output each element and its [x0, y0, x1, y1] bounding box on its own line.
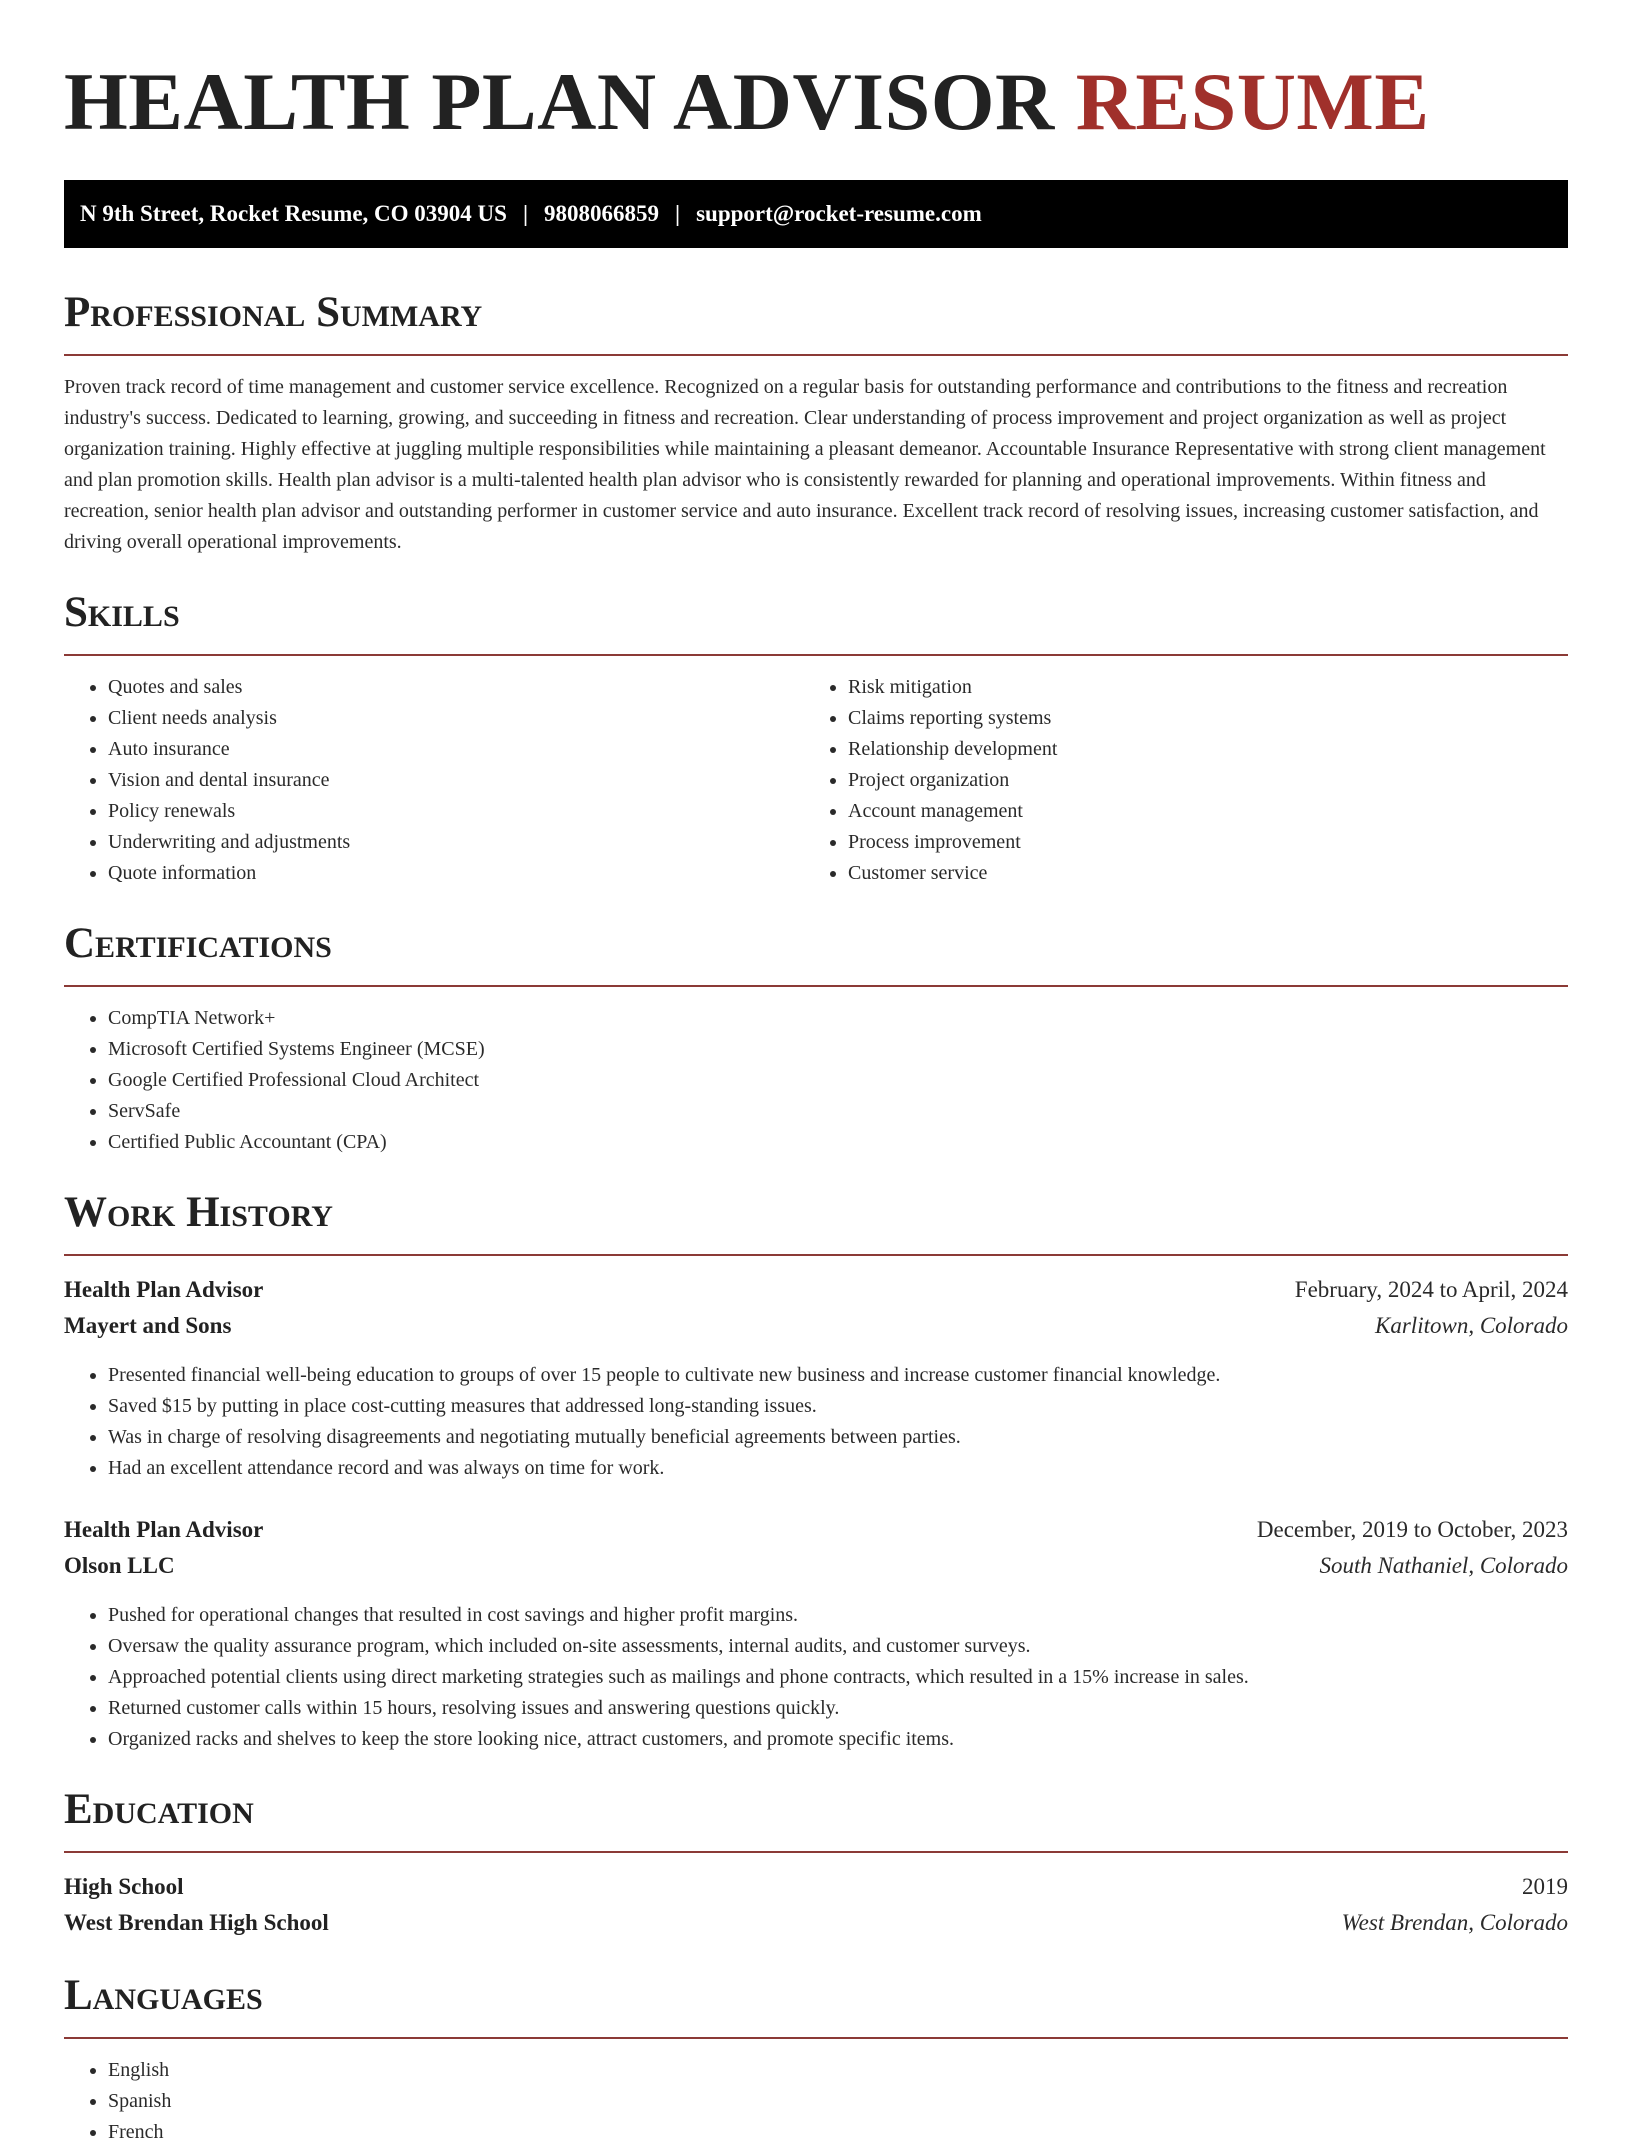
job-bullet: • Saved $15 by putting in place cost-cutting measures that addressed long-standing issues. [108, 1391, 1568, 1422]
contact-separator: | [675, 201, 681, 226]
work-history-section [64, 1186, 1568, 1755]
section-divider [64, 1851, 1568, 1853]
section-divider [64, 985, 1568, 987]
certifications-list [64, 1003, 1568, 1158]
skill-item: • Claims reporting systems [848, 703, 1544, 734]
certifications-heading: Certifications [64, 920, 332, 967]
skills-heading: Skills [64, 589, 180, 636]
job-bullet: • Pushed for operational changes that resulted in cost savings and higher profit margins. [108, 1600, 1568, 1631]
job-header-row [64, 1512, 1568, 1548]
languages-heading: Languages [64, 1972, 263, 2019]
summary-section [64, 286, 1568, 558]
languages-list [64, 2055, 1568, 2148]
skill-item: • Quote information [108, 858, 804, 889]
job-header-row [64, 1272, 1568, 1308]
education-location: West Brendan, Colorado [1341, 1910, 1568, 1935]
education-header-row [64, 1869, 1568, 1905]
work-history-heading: Work History [64, 1189, 333, 1236]
language-item: • Spanish [108, 2086, 1568, 2117]
certification-item: • ServSafe [108, 1096, 1568, 1127]
job-company-row [64, 1548, 1568, 1584]
job-bullets [64, 1360, 1568, 1484]
skill-item: • Risk mitigation [848, 672, 1544, 703]
job-bullet: • Presented financial well-being education to groups of over 15 people to cultivate new business and increase customer financial knowledge. [108, 1360, 1568, 1391]
education-heading: Education [64, 1786, 254, 1833]
skill-item: • Auto insurance [108, 734, 804, 765]
job-bullet: • Oversaw the quality assurance program, which included on-site assessments, internal audits, and customer surveys. [108, 1631, 1568, 1662]
title-main: HEALTH PLAN ADVISOR [64, 56, 1055, 147]
skill-item: • Underwriting and adjustments [108, 827, 804, 858]
skill-item: • Relationship development [848, 734, 1544, 765]
job-location: Karlitown, Colorado [1375, 1313, 1568, 1338]
job-entry [64, 1512, 1568, 1755]
skill-item: • Process improvement [848, 827, 1544, 858]
section-divider [64, 2037, 1568, 2039]
job-entry [64, 1272, 1568, 1484]
certification-item: • Google Certified Professional Cloud Architect [108, 1065, 1568, 1096]
contact-separator: | [522, 201, 529, 226]
language-item: • French [108, 2117, 1568, 2148]
skills-list-right [804, 672, 1544, 889]
job-bullet: • Returned customer calls within 15 hours, resolving issues and answering questions quickly. [108, 1693, 1568, 1724]
job-bullet: • Approached potential clients using direct marketing strategies such as mailings and phone contracts, which resulted in a 15% increase in sales. [108, 1662, 1568, 1693]
certification-item: • Certified Public Accountant (CPA) [108, 1127, 1568, 1158]
job-bullet: • Organized racks and shelves to keep the store looking nice, attract customers, and promote specific items. [108, 1724, 1568, 1755]
job-title: Health Plan Advisor [64, 1277, 264, 1302]
education-year: 2019 [1522, 1874, 1568, 1899]
education-school-row [64, 1905, 1568, 1941]
contact-phone: 9808066859 [544, 201, 660, 226]
skill-item: • Policy renewals [108, 796, 804, 827]
certification-item: • CompTIA Network+ [108, 1003, 1568, 1034]
education-section [64, 1783, 1568, 1941]
job-dates: February, 2024 to April, 2024 [1294, 1277, 1568, 1302]
contact-email: support@rocket-resume.com [696, 201, 982, 226]
skills-section [64, 586, 1568, 889]
certifications-section [64, 917, 1568, 1158]
skill-item: • Vision and dental insurance [108, 765, 804, 796]
skills-list-left [64, 672, 804, 889]
language-item: • English [108, 2055, 1568, 2086]
job-location: South Nathaniel, Colorado [1319, 1553, 1568, 1578]
contact-address: N 9th Street, Rocket Resume, CO 03904 US [80, 201, 507, 226]
skill-item: • Account management [848, 796, 1544, 827]
skill-item: • Quotes and sales [108, 672, 804, 703]
skill-item: • Customer service [848, 858, 1544, 889]
languages-section [64, 1969, 1568, 2148]
job-dates: December, 2019 to October, 2023 [1256, 1517, 1568, 1542]
contact-bar [64, 180, 1568, 248]
title-accent: RESUME [1075, 56, 1430, 147]
job-bullet: • Was in charge of resolving disagreements and negotiating mutually beneficial agreements between parties. [108, 1422, 1568, 1453]
section-divider [64, 1254, 1568, 1256]
skill-item: • Client needs analysis [108, 703, 804, 734]
job-bullets [64, 1600, 1568, 1755]
job-company: Mayert and Sons [64, 1313, 232, 1338]
job-company: Olson LLC [64, 1553, 175, 1578]
section-divider [64, 354, 1568, 356]
skill-item: • Project organization [848, 765, 1544, 796]
certification-item: • Microsoft Certified Systems Engineer (MCSE) [108, 1034, 1568, 1065]
resume-title [64, 0, 1568, 152]
education-entry [64, 1869, 1568, 1941]
education-degree: High School [64, 1874, 184, 1899]
skills-grid [64, 656, 1568, 889]
summary-heading: Professional Summary [64, 289, 483, 336]
job-bullet: • Had an excellent attendance record and was always on time for work. [108, 1453, 1568, 1484]
job-title: Health Plan Advisor [64, 1517, 264, 1542]
education-school: West Brendan High School [64, 1910, 329, 1935]
summary-text: Proven track record of time management and customer service excellence. Recognized on a regular basis for outstanding performance and contributions to the fitness and recreation industry's success. Dedicated to learning, growing, and succeeding in fitness and recreation. Clear understanding of process improvement and project organization as well as project organization training. Highly effective at juggling multiple responsibilities while maintaining a pleasant demeanor. Accountable Insurance Representative with strong client management and plan promotion skills. Health plan advisor is a multi-talented health plan advisor who is consistently rewarded for planning and operational improvements. Within fitness and recreation, senior health plan advisor and outstanding performer in customer service and auto insurance. Excellent track record of resolving issues, increasing customer satisfaction, and driving overall operational improvements. [64, 376, 1546, 553]
job-company-row [64, 1308, 1568, 1344]
